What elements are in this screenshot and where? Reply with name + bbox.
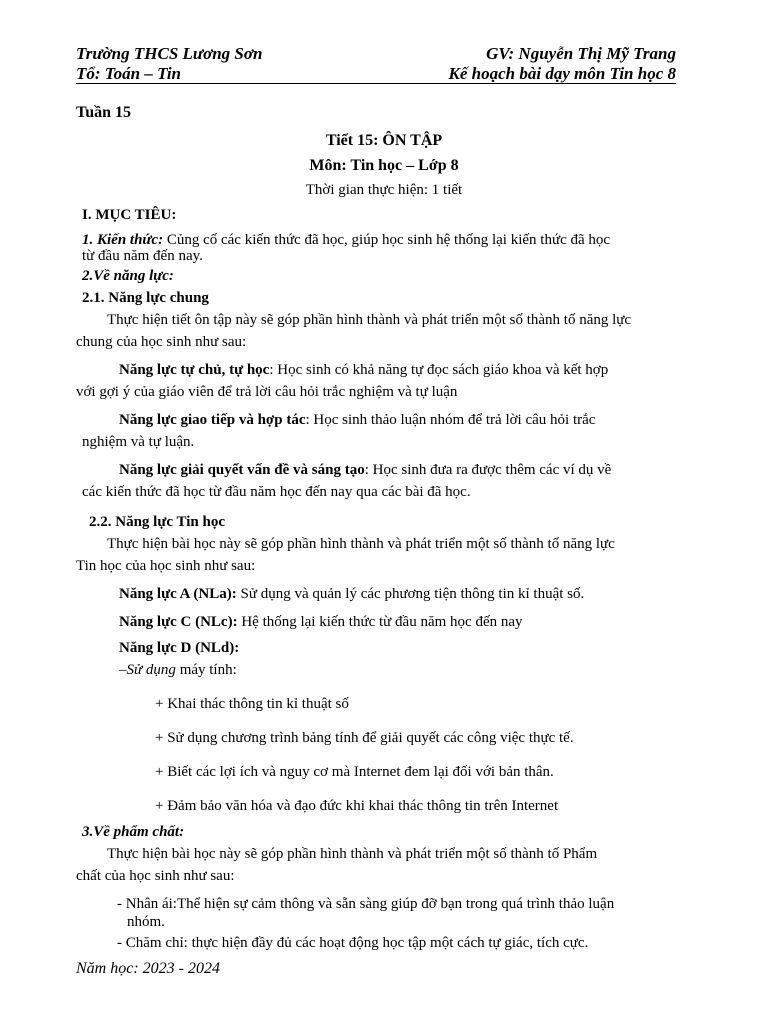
communication-text2: nghiệm và tự luận.: [82, 434, 195, 450]
autonomy-line1: [119, 362, 608, 379]
general-intro-line2: chung của học sinh như sau:: [76, 334, 247, 350]
problem-solving-text1: : Học sinh đưa ra được thêm các ví dụ về: [364, 462, 612, 478]
problem-solving-line1: [119, 462, 611, 479]
use-dash: –: [119, 662, 127, 678]
competence-heading: 2.Về năng lực:: [82, 268, 174, 284]
autonomy-text1: : Học sinh có khả năng tự đọc sách giáo khoa và kết hợp: [269, 362, 609, 378]
section-objectives-heading: I. MỤC TIÊU:: [82, 207, 177, 223]
nlc-text: Hệ thống lại kiến thức từ đầu năm học đến nay: [237, 614, 523, 630]
header-rule: [76, 83, 676, 84]
it-intro-line2: Tin học của học sinh như sau:: [76, 558, 256, 574]
quality-kindness-line2: nhóm.: [127, 914, 165, 930]
subject-line: Môn: Tin học – Lớp 8: [309, 157, 459, 174]
it-item-1: + Khai thác thông tin kỉ thuật số: [155, 696, 349, 712]
autonomy-label: Năng lực tự chủ, tự học: [119, 362, 270, 378]
nla-label: Năng lực A (NLa):: [119, 586, 237, 602]
knowledge-text2: từ đầu năm đến nay.: [82, 248, 203, 264]
department-name: Tổ: Toán – Tin: [76, 64, 182, 83]
nlc-label: Năng lực C (NLc):: [119, 614, 238, 630]
teacher-name: GV: Nguyễn Thị Mỹ Trang: [486, 44, 676, 63]
quality-diligence-line: - Chăm chỉ: thực hiện đầy đủ các hoạt động học tập một cách tự giác, tích cực.: [117, 935, 589, 951]
use-computer-line: [119, 662, 237, 679]
problem-solving-text2: các kiến thức đã học từ đầu năm học đến nay qua các bài đã học.: [82, 484, 471, 500]
it-item-4: + Đảm bảo văn hóa và đạo đức khi khai thác thông tin trên Internet: [155, 798, 559, 814]
autonomy-text2: với gợi ý của giáo viên để trả lời câu hỏi trắc nghiệm và tự luận: [76, 384, 458, 400]
use-label: Sử dụng: [126, 662, 176, 678]
problem-solving-label: Năng lực giải quyết vấn đề và sáng tạo: [119, 462, 365, 478]
knowledge-text1: Củng cố các kiến thức đã học, giúp học sinh hệ thống lại kiến thức đã học: [163, 232, 611, 248]
general-competence-heading: 2.1. Năng lực chung: [82, 290, 209, 306]
it-competence-heading: 2.2. Năng lực Tin học: [89, 514, 225, 530]
nld-label: Năng lực D (NLd):: [119, 640, 240, 656]
communication-label: Năng lực giao tiếp và hợp tác: [119, 412, 306, 428]
it-item-3: + Biết các lợi ích và nguy cơ mà Internet đem lại đối với bản thân.: [155, 764, 554, 780]
lesson-title: Tiết 15: ÔN TẬP: [325, 132, 443, 149]
school-year-footer: Năm học: 2023 - 2024: [76, 960, 220, 977]
it-item-2: + Sử dụng chương trình bảng tính để giải quyết các công việc thực tế.: [155, 730, 574, 746]
quality-intro-line1: Thực hiện bài học này sẽ góp phần hình thành và phát triển một số thành tố Phẩm: [107, 846, 598, 862]
duration-line: Thời gian thực hiện: 1 tiết: [305, 182, 463, 198]
use-text: máy tính:: [175, 662, 237, 678]
knowledge-paragraph-line1: [82, 232, 610, 249]
communication-line1: [119, 412, 595, 429]
communication-text1: : Học sinh thảo luận nhóm để trả lời câu hỏi trắc: [305, 412, 596, 428]
nla-text: Sử dụng và quản lý các phương tiện thông tin kỉ thuật số.: [236, 586, 585, 602]
school-name: Trường THCS Lương Sơn: [76, 44, 263, 63]
knowledge-label: 1. Kiến thức:: [82, 232, 164, 248]
plan-title: Kế hoạch bài dạy môn Tin học 8: [448, 64, 676, 83]
quality-kindness-line1: - Nhân ái:Thể hiện sự cảm thông và sẵn sàng giúp đỡ bạn trong quá trình thảo luận: [117, 896, 615, 912]
week-label: Tuần 15: [76, 104, 131, 121]
general-intro-line1: Thực hiện tiết ôn tập này sẽ góp phần hình thành và phát triển một số thành tố năng lực: [107, 312, 632, 328]
quality-heading: 3.Về phẩm chất:: [82, 824, 185, 840]
nla-line: [119, 586, 584, 603]
it-intro-line1: Thực hiện bài học này sẽ góp phần hình thành và phát triển một số thành tố năng lực: [107, 536, 615, 552]
nlc-line: [119, 614, 523, 631]
quality-intro-line2: chất của học sinh như sau:: [76, 868, 235, 884]
